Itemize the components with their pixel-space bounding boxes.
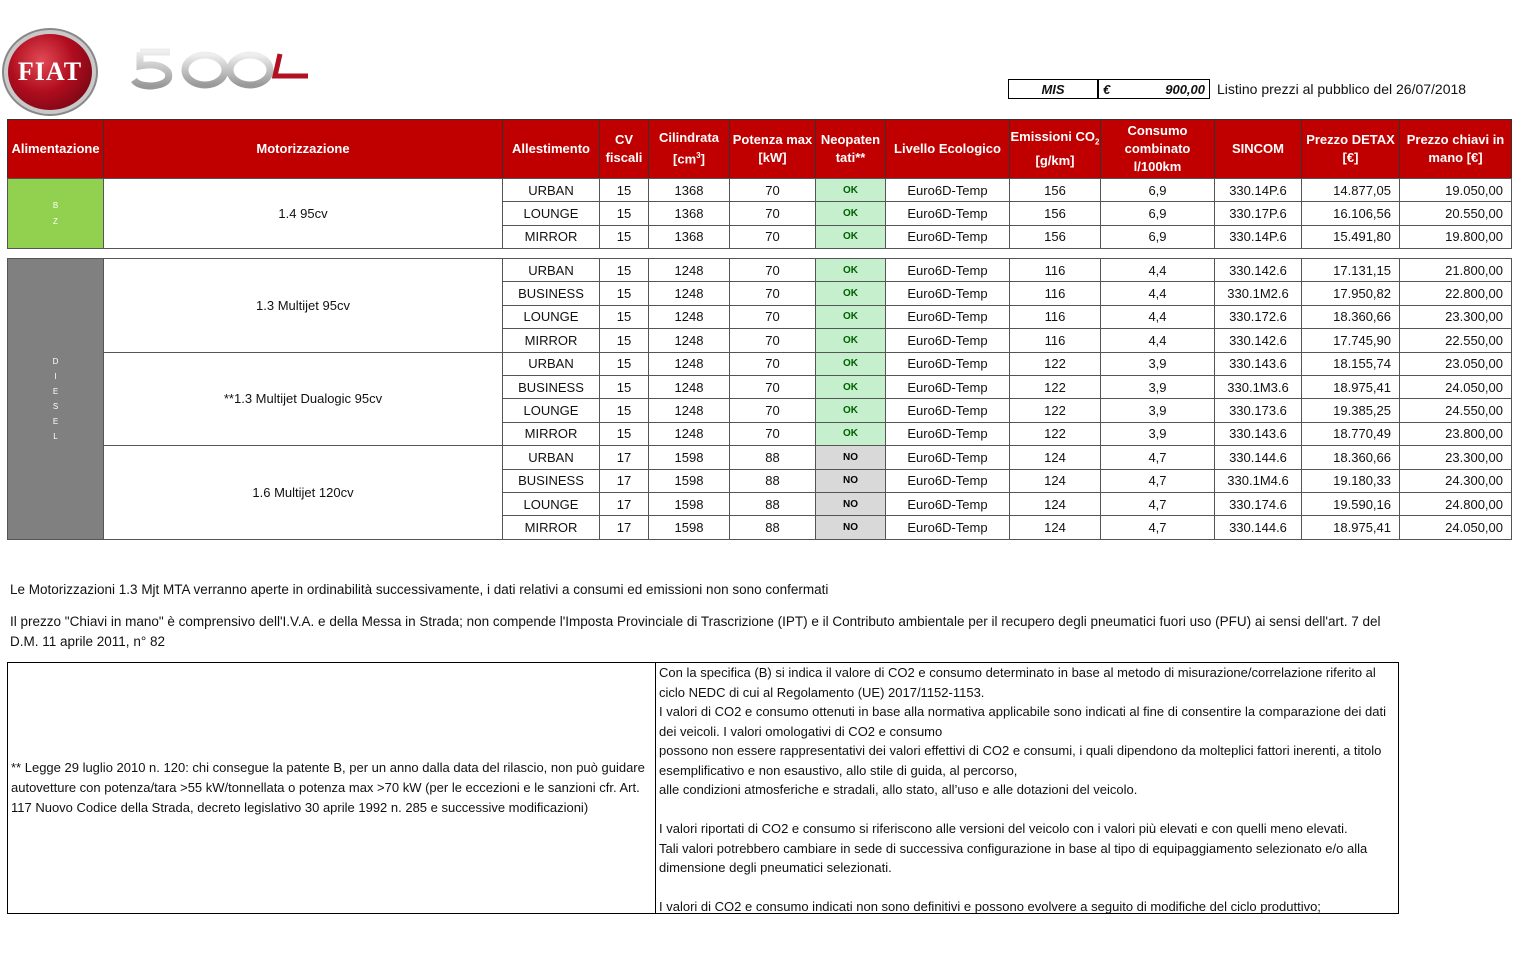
cell-neopatentati: NO [816,516,886,539]
cell-neopatentati: OK [816,305,886,328]
cell-motorizzazione: 1.6 Multijet 120cv [104,446,503,540]
cell-livello: Euro6D-Temp [886,259,1010,282]
cell-consumo: 6,9 [1101,225,1215,248]
cell-emissioni: 156 [1010,202,1101,225]
header-alimentazione: Alimentazione [8,120,104,179]
cell-consumo: 4,7 [1101,516,1215,539]
cell-potenza: 70 [730,329,816,352]
cell-cilindrata: 1368 [649,202,730,225]
cell-potenza: 88 [730,446,816,469]
listino-title: Listino prezzi al pubblico del 26/07/2018 [1217,81,1467,97]
cell-chiavi: 23.050,00 [1400,352,1512,375]
cell-cilindrata: 1248 [649,422,730,445]
cell-sincom: 330.143.6 [1215,352,1302,375]
cell-sincom: 330.1M2.6 [1215,282,1302,305]
cell-chiavi: 20.550,00 [1400,202,1512,225]
table-header [7,119,1512,179]
note-co2-line: I valori di CO2 e consumo ottenuti in base alla normativa applicabile sono indicati al fine di consentire la comparazione dei dati dei veicoli. I valori omologativi di CO2 e consumo [659,704,1386,739]
cell-consumo: 4,4 [1101,259,1215,282]
cell-potenza: 70 [730,305,816,328]
cell-detax: 19.180,33 [1302,469,1400,492]
cell-cv: 15 [600,202,649,225]
cell-potenza: 70 [730,352,816,375]
cell-consumo: 4,4 [1101,329,1215,352]
note-legge-text: ** Legge 29 luglio 2010 n. 120: chi consegue la patente B, per un anno dalla data del rilascio, non può guidare autovetture con potenza/tara >55 kW/tonnellata o potenza max >70 kW (per le eccezioni e le sanzioni cfr. Art. 117 Nuovo Codice della Strada, decreto legislativo 30 aprile 1992 n. 285 e successive modificazioni) [11,760,645,815]
cell-consumo: 4,7 [1101,492,1215,515]
cell-consumo: 4,7 [1101,446,1215,469]
cell-motorizzazione: 1.3 Multijet 95cv [104,259,503,353]
mis-box [1008,79,1210,99]
cell-livello: Euro6D-Temp [886,202,1010,225]
cell-neopatentati: OK [816,225,886,248]
cell-emissioni: 116 [1010,282,1101,305]
cell-sincom: 330.1M3.6 [1215,375,1302,398]
cell-cilindrata: 1368 [649,225,730,248]
cell-cilindrata: 1248 [649,305,730,328]
cell-neopatentati: NO [816,469,886,492]
cell-detax: 17.131,15 [1302,259,1400,282]
cell-sincom: 330.17P.6 [1215,202,1302,225]
cell-cilindrata: 1248 [649,399,730,422]
header-chiavi: Prezzo chiavi in mano [€] [1400,120,1512,179]
cell-cv: 15 [600,282,649,305]
cell-neopatentati: OK [816,202,886,225]
mis-label: MIS [1008,79,1098,99]
cell-emissioni: 116 [1010,259,1101,282]
cell-cv: 15 [600,352,649,375]
500l-logo [130,44,310,94]
cell-allestimento: LOUNGE [503,202,600,225]
cell-chiavi: 24.050,00 [1400,375,1512,398]
cell-consumo: 6,9 [1101,179,1215,202]
cell-allestimento: URBAN [503,179,600,202]
cell-consumo: 3,9 [1101,375,1215,398]
cell-emissioni: 124 [1010,446,1101,469]
cell-chiavi: 24.300,00 [1400,469,1512,492]
cell-detax: 14.877,05 [1302,179,1400,202]
table-benzina [7,178,1512,249]
header-detax: Prezzo DETAX [€] [1302,120,1400,179]
cell-sincom: 330.174.6 [1215,492,1302,515]
cell-cv: 15 [600,305,649,328]
cell-livello: Euro6D-Temp [886,375,1010,398]
cell-livello: Euro6D-Temp [886,469,1010,492]
cell-livello: Euro6D-Temp [886,422,1010,445]
cell-chiavi: 23.300,00 [1400,446,1512,469]
cell-allestimento: LOUNGE [503,399,600,422]
cell-allestimento: BUSINESS [503,375,600,398]
note-mta: Le Motorizzazioni 1.3 Mjt MTA verranno aperte in ordinabilità successivamente, i dati relativi a consumi ed emissioni non sono confermati [10,582,829,597]
cell-emissioni: 122 [1010,399,1101,422]
header-neopatentati: Neopaten tati** [816,120,886,179]
cell-neopatentati: OK [816,422,886,445]
cell-cv: 15 [600,259,649,282]
fiat-logo [8,34,92,110]
cell-detax: 17.745,90 [1302,329,1400,352]
mis-amount: 900,00 [1165,81,1205,97]
note-co2-line: alle condizioni atmosferiche e stradali, allo stato, all’uso e alle dotazioni del veicolo. [659,782,1138,797]
cell-sincom: 330.172.6 [1215,305,1302,328]
cell-cilindrata: 1248 [649,329,730,352]
notes-box [7,662,1399,914]
header-motorizzazione: Motorizzazione [104,120,503,179]
cell-consumo: 6,9 [1101,202,1215,225]
cell-detax: 18.360,66 [1302,446,1400,469]
cell-sincom: 330.14P.6 [1215,225,1302,248]
cell-detax: 18.975,41 [1302,516,1400,539]
cell-chiavi: 24.800,00 [1400,492,1512,515]
cell-emissioni: 124 [1010,469,1101,492]
cell-detax: 17.950,82 [1302,282,1400,305]
cell-chiavi: 19.800,00 [1400,225,1512,248]
cell-potenza: 70 [730,259,816,282]
cell-sincom: 330.142.6 [1215,329,1302,352]
cell-detax: 15.491,80 [1302,225,1400,248]
cell-allestimento: LOUNGE [503,305,600,328]
cell-consumo: 4,4 [1101,282,1215,305]
cell-potenza: 70 [730,375,816,398]
cell-alimentazione: D I E S E L [8,259,104,540]
note-co2-line [659,878,1395,898]
cell-allestimento: URBAN [503,446,600,469]
cell-neopatentati: OK [816,399,886,422]
header-sincom: SINCOM [1215,120,1302,179]
cell-allestimento: LOUNGE [503,492,600,515]
cell-livello: Euro6D-Temp [886,282,1010,305]
cell-motorizzazione: **1.3 Multijet Dualogic 95cv [104,352,503,446]
header-cv: CV fiscali [600,120,649,179]
cell-potenza: 70 [730,179,816,202]
cell-chiavi: 19.050,00 [1400,179,1512,202]
cell-livello: Euro6D-Temp [886,329,1010,352]
cell-neopatentati: OK [816,179,886,202]
cell-livello: Euro6D-Temp [886,492,1010,515]
cell-consumo: 4,4 [1101,305,1215,328]
cell-cilindrata: 1248 [649,375,730,398]
cell-cilindrata: 1598 [649,492,730,515]
cell-detax: 18.360,66 [1302,305,1400,328]
cell-chiavi: 24.550,00 [1400,399,1512,422]
header-allestimento: Allestimento [503,120,600,179]
note-co2-line: I valori riportati di CO2 e consumo si riferiscono alle versioni del veicolo con i valori più elevati e con quelli meno elevati. [659,821,1348,836]
cell-allestimento: MIRROR [503,225,600,248]
cell-allestimento: MIRROR [503,422,600,445]
cell-cv: 15 [600,422,649,445]
cell-cv: 15 [600,225,649,248]
cell-motorizzazione: 1.4 95cv [104,179,503,249]
cell-potenza: 70 [730,225,816,248]
cell-allestimento: BUSINESS [503,469,600,492]
header-consumo: Consumo combinato l/100km [1101,120,1215,179]
cell-sincom: 330.14P.6 [1215,179,1302,202]
cell-sincom: 330.142.6 [1215,259,1302,282]
cell-livello: Euro6D-Temp [886,516,1010,539]
fiat-logo-text: FIAT [17,57,83,86]
note-co2-line: I valori di CO2 e consumo indicati non sono definitivi e possono evolvere a seguito di modifiche del ciclo produttivo; [659,899,1321,914]
note-chiavi-in-mano: Il prezzo "Chiavi in mano" è comprensivo dell'I.V.A. e della Messa in Strada; non compende l'Imposta Provinciale di Trascrizione (IPT) e il Contributo ambientale per il recupero degli pneumatici fuori uso (PFU) ai sensi dell'art. 7 del D.M. 11 aprile 2011, n° 82 [10,614,1381,649]
table-row [8,259,1512,282]
cell-livello: Euro6D-Temp [886,399,1010,422]
cell-livello: Euro6D-Temp [886,446,1010,469]
cell-cv: 17 [600,492,649,515]
cell-detax: 16.106,56 [1302,202,1400,225]
cell-emissioni: 122 [1010,422,1101,445]
cell-livello: Euro6D-Temp [886,305,1010,328]
cell-potenza: 88 [730,469,816,492]
cell-detax: 19.385,25 [1302,399,1400,422]
cell-chiavi: 22.550,00 [1400,329,1512,352]
cell-allestimento: BUSINESS [503,282,600,305]
cell-emissioni: 124 [1010,492,1101,515]
cell-emissioni: 156 [1010,225,1101,248]
table-row [8,446,1512,469]
table-row [8,179,1512,202]
cell-potenza: 70 [730,282,816,305]
cell-alimentazione: B Z [8,179,104,249]
note-co2-line: possono non essere rappresentativi dei valori effettivi di CO2 e consumi, i quali dipendono da molteplici fattori inerenti, a titolo esemplificativo e non esaustivo, allo stile di guida, al percorso, [659,743,1382,778]
cell-cv: 17 [600,446,649,469]
cell-potenza: 88 [730,516,816,539]
cell-allestimento: MIRROR [503,516,600,539]
mis-currency: € [1103,81,1111,97]
cell-sincom: 330.143.6 [1215,422,1302,445]
cell-chiavi: 22.800,00 [1400,282,1512,305]
cell-emissioni: 122 [1010,352,1101,375]
cell-neopatentati: OK [816,352,886,375]
cell-detax: 18.770,49 [1302,422,1400,445]
cell-sincom: 330.144.6 [1215,446,1302,469]
cell-sincom: 330.173.6 [1215,399,1302,422]
cell-emissioni: 116 [1010,305,1101,328]
cell-emissioni: 124 [1010,516,1101,539]
cell-cilindrata: 1598 [649,469,730,492]
cell-cv: 15 [600,375,649,398]
cell-cv: 15 [600,399,649,422]
note-co2 [656,663,1398,913]
cell-detax: 18.155,74 [1302,352,1400,375]
cell-cv: 15 [600,179,649,202]
cell-detax: 18.975,41 [1302,375,1400,398]
cell-neopatentati: NO [816,446,886,469]
cell-cilindrata: 1248 [649,352,730,375]
cell-chiavi: 21.800,00 [1400,259,1512,282]
header-potenza: Potenza max [kW] [730,120,816,179]
cell-consumo: 3,9 [1101,352,1215,375]
cell-neopatentati: NO [816,492,886,515]
cell-cilindrata: 1248 [649,259,730,282]
cell-livello: Euro6D-Temp [886,352,1010,375]
note-co2-line: Tali valori potrebbero cambiare in sede di successiva configurazione in base al tipo di equipaggiamento selezionato e/o alla dimensione degli pneumatici selezionati. [659,840,1368,875]
cell-neopatentati: OK [816,282,886,305]
cell-sincom: 330.1M4.6 [1215,469,1302,492]
cell-potenza: 88 [730,492,816,515]
note-co2-line [659,800,1395,820]
cell-livello: Euro6D-Temp [886,225,1010,248]
cell-detax: 19.590,16 [1302,492,1400,515]
cell-consumo: 4,7 [1101,469,1215,492]
cell-neopatentati: OK [816,329,886,352]
note-legge [8,663,656,913]
header-cilindrata: Cilindrata $[cm^3]$ [649,120,730,179]
cell-allestimento: MIRROR [503,329,600,352]
cell-potenza: 70 [730,202,816,225]
cell-allestimento: URBAN [503,259,600,282]
cell-neopatentati: OK [816,259,886,282]
cell-cv: 17 [600,516,649,539]
cell-consumo: 3,9 [1101,422,1215,445]
cell-cilindrata: 1598 [649,516,730,539]
cell-potenza: 70 [730,399,816,422]
cell-cilindrata: 1248 [649,282,730,305]
cell-emissioni: 156 [1010,179,1101,202]
cell-cv: 17 [600,469,649,492]
cell-cilindrata: 1368 [649,179,730,202]
header-livello: Livello Ecologico [886,120,1010,179]
cell-chiavi: 23.800,00 [1400,422,1512,445]
note-co2-line: Con la specifica (B) si indica il valore di CO2 e consumo determinato in base al metodo di misurazione/correlazione riferito al ciclo NEDC di cui al Regolamento (UE) 2017/1152-1153. [659,665,1376,700]
cell-allestimento: URBAN [503,352,600,375]
cell-consumo: 3,9 [1101,399,1215,422]
cell-emissioni: 116 [1010,329,1101,352]
cell-chiavi: 23.300,00 [1400,305,1512,328]
cell-chiavi: 24.050,00 [1400,516,1512,539]
table-row [8,352,1512,375]
mis-value [1098,79,1210,99]
cell-neopatentati: OK [816,375,886,398]
cell-cilindrata: 1598 [649,446,730,469]
table-diesel [7,258,1512,540]
cell-sincom: 330.144.6 [1215,516,1302,539]
header-emissioni: Emissioni $CO_2$ [g/km] [1010,120,1101,179]
cell-emissioni: 122 [1010,375,1101,398]
cell-livello: Euro6D-Temp [886,179,1010,202]
cell-potenza: 70 [730,422,816,445]
cell-cv: 15 [600,329,649,352]
